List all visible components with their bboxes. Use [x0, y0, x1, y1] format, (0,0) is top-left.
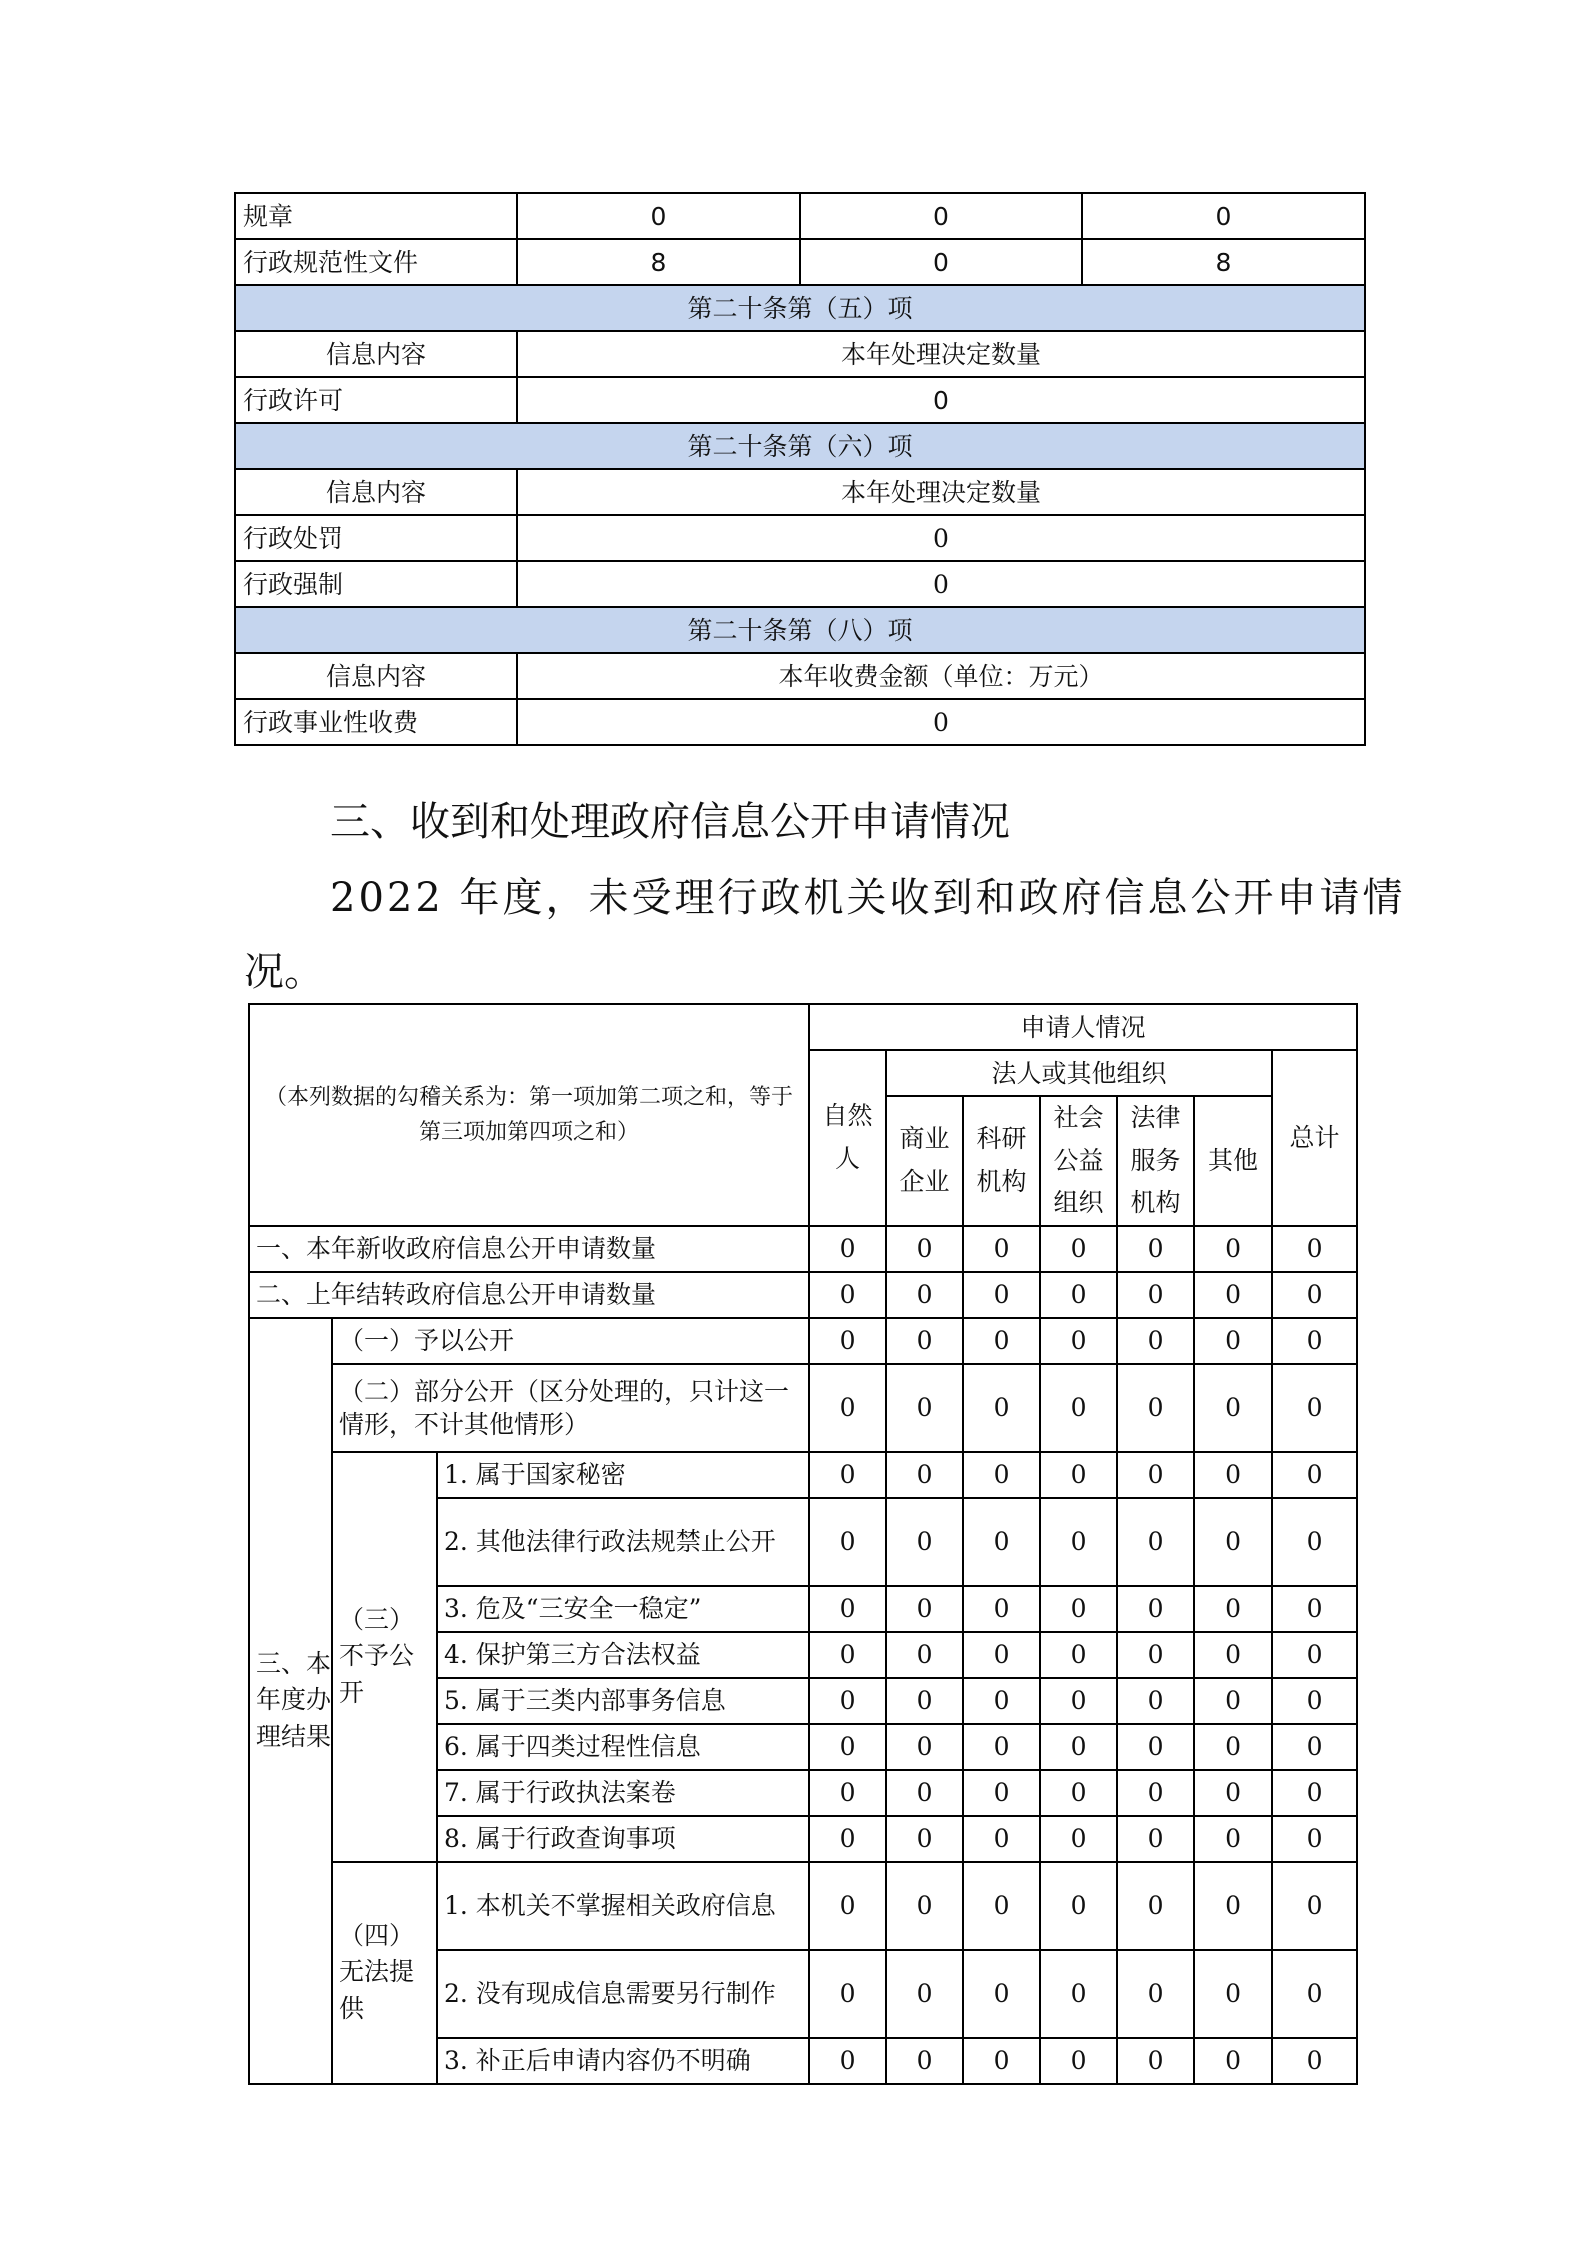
column-header: 本年处理决定数量 [517, 331, 1365, 377]
cell-value: 0 [800, 193, 1082, 239]
cell-value: 0 [1040, 1862, 1117, 1950]
column-header-row [235, 469, 1365, 515]
cell-value: 0 [1272, 1272, 1357, 1318]
row-label: 行政许可 [235, 377, 517, 423]
applicant-header: 申请人情况 [809, 1004, 1357, 1050]
row-label: 4. 保护第三方合法权益 [437, 1632, 809, 1678]
cell-value: 0 [1117, 1452, 1194, 1498]
cell-value: 0 [1040, 1498, 1117, 1586]
cell-value: 0 [963, 1678, 1040, 1724]
legal-entity-header: 法人或其他组织 [886, 1050, 1272, 1096]
cell-value: 0 [1040, 1770, 1117, 1816]
row-label: 3. 补正后申请内容仍不明确 [437, 2038, 809, 2084]
cell-value: 0 [1272, 1862, 1357, 1950]
cell-value: 0 [1040, 1816, 1117, 1862]
cell-value: 0 [886, 1862, 963, 1950]
column-header-row [235, 653, 1365, 699]
cell-value: 0 [1117, 1318, 1194, 1364]
administrative-actions-table [234, 192, 1366, 746]
cell-value: 0 [886, 1226, 963, 1272]
table-row [249, 1862, 1357, 1950]
paragraph-line: 2022 年度，未受理行政机关收到和政府信息公开申请情 [330, 875, 1406, 921]
column-header-other: 其他 [1194, 1096, 1272, 1226]
cell-value: 0 [1040, 1586, 1117, 1632]
cell-value: 0 [1117, 1272, 1194, 1318]
cell-value: 0 [886, 1586, 963, 1632]
cell-value: 0 [1194, 1632, 1272, 1678]
cell-value: 0 [809, 1364, 886, 1452]
cell-value: 0 [1272, 1724, 1357, 1770]
cell-value: 0 [963, 1586, 1040, 1632]
section-title: 第二十条第（六）项 [235, 423, 1365, 469]
cell-value: 0 [1117, 1770, 1194, 1816]
cell-value: 0 [809, 2038, 886, 2084]
column-header-business: 商业 企业 [886, 1096, 963, 1226]
cell-value: 0 [1194, 1678, 1272, 1724]
cell-value: 0 [809, 1498, 886, 1586]
column-header: 本年收费金额（单位：万元） [517, 653, 1365, 699]
cell-value: 0 [886, 1678, 963, 1724]
cell-value: 0 [1194, 1272, 1272, 1318]
paragraph-line: 况。 [244, 949, 324, 995]
cell-value: 0 [517, 515, 1365, 561]
cell-value: 0 [809, 1586, 886, 1632]
cell-value: 0 [809, 1950, 886, 2038]
table-row [249, 1318, 1357, 1364]
cell-value: 0 [809, 1318, 886, 1364]
cell-value: 0 [1194, 1452, 1272, 1498]
cell-value: 0 [809, 1724, 886, 1770]
row-label: 一、本年新收政府信息公开申请数量 [249, 1226, 809, 1272]
cell-value: 8 [517, 239, 800, 285]
column-header: 信息内容 [235, 653, 517, 699]
row-label: 行政强制 [235, 561, 517, 607]
cell-value: 0 [517, 193, 800, 239]
cell-value: 0 [1272, 1950, 1357, 2038]
row-label: （一）予以公开 [332, 1318, 809, 1364]
cell-value: 0 [886, 1632, 963, 1678]
cell-value: 0 [517, 699, 1365, 745]
row-label: 6. 属于四类过程性信息 [437, 1724, 809, 1770]
cell-value: 0 [809, 1226, 886, 1272]
row-label: 规章 [235, 193, 517, 239]
cell-value: 0 [1117, 2038, 1194, 2084]
cell-value: 0 [809, 1452, 886, 1498]
cell-value: 0 [1040, 1724, 1117, 1770]
cell-value: 0 [809, 1862, 886, 1950]
cell-value: 0 [1194, 1498, 1272, 1586]
cell-value: 0 [1117, 1586, 1194, 1632]
cell-value: 0 [517, 377, 1365, 423]
row-label: 1. 属于国家秘密 [437, 1452, 809, 1498]
cell-value: 0 [886, 1724, 963, 1770]
cell-value: 0 [1117, 1632, 1194, 1678]
row-label: 7. 属于行政执法案卷 [437, 1770, 809, 1816]
cell-value: 0 [1040, 1452, 1117, 1498]
cell-value: 0 [963, 2038, 1040, 2084]
cell-value: 0 [1272, 1586, 1357, 1632]
table-row [249, 1364, 1357, 1452]
cell-value: 0 [1272, 1632, 1357, 1678]
cell-value: 0 [1272, 1452, 1357, 1498]
cell-value: 0 [1117, 1364, 1194, 1452]
column-header-legal-service: 法律 服务 机构 [1117, 1096, 1194, 1226]
cell-value: 0 [1272, 1226, 1357, 1272]
cell-value: 0 [1194, 1950, 1272, 2038]
cell-value: 0 [1117, 1862, 1194, 1950]
cell-value: 0 [809, 1272, 886, 1318]
cell-value: 0 [1272, 1498, 1357, 1586]
cell-value: 0 [809, 1632, 886, 1678]
cell-value: 0 [1117, 1498, 1194, 1586]
cell-value: 0 [1040, 1226, 1117, 1272]
group-label-cannot-provide: （四）无法提供 [332, 1862, 437, 2084]
column-header: 信息内容 [235, 331, 517, 377]
section-title: 第二十条第（八）项 [235, 607, 1365, 653]
column-header-public-welfare: 社会 公益 组织 [1040, 1096, 1117, 1226]
cell-value: 0 [1272, 1678, 1357, 1724]
table-row [235, 377, 1365, 423]
cell-value: 0 [1194, 1586, 1272, 1632]
cell-value: 0 [1040, 1678, 1117, 1724]
cell-value: 0 [1117, 1950, 1194, 2038]
cell-value: 0 [1117, 1724, 1194, 1770]
cell-value: 0 [886, 1816, 963, 1862]
row-label: （二）部分公开（区分处理的，只计这一情形，不计其他情形） [332, 1364, 809, 1452]
cell-value: 0 [1040, 1632, 1117, 1678]
cell-value: 0 [963, 1226, 1040, 1272]
cell-value: 0 [1194, 1770, 1272, 1816]
cell-value: 0 [886, 1272, 963, 1318]
row-label: 行政处罚 [235, 515, 517, 561]
cell-value: 0 [886, 2038, 963, 2084]
row-label: 行政事业性收费 [235, 699, 517, 745]
cell-value: 0 [963, 1498, 1040, 1586]
table-row [235, 239, 1365, 285]
cell-value: 0 [886, 1498, 963, 1586]
section-title: 第二十条第（五）项 [235, 285, 1365, 331]
cell-value: 0 [963, 1272, 1040, 1318]
cell-value: 0 [1272, 2038, 1357, 2084]
column-header: 本年处理决定数量 [517, 469, 1365, 515]
cell-value: 0 [809, 1678, 886, 1724]
cell-value: 0 [886, 1318, 963, 1364]
cell-value: 0 [809, 1816, 886, 1862]
cell-value: 0 [963, 1862, 1040, 1950]
cell-value: 0 [800, 239, 1082, 285]
row-label: 2. 没有现成信息需要另行制作 [437, 1950, 809, 2038]
row-label: 二、上年结转政府信息公开申请数量 [249, 1272, 809, 1318]
section-header-row [235, 607, 1365, 653]
cell-value: 0 [1082, 193, 1365, 239]
cell-value: 0 [1194, 1862, 1272, 1950]
table-row [249, 1226, 1357, 1272]
column-header-row [235, 331, 1365, 377]
cell-value: 0 [1040, 1272, 1117, 1318]
table-row [235, 699, 1365, 745]
cell-value: 0 [1117, 1226, 1194, 1272]
cell-value: 0 [963, 1318, 1040, 1364]
cell-value: 8 [1082, 239, 1365, 285]
cell-value: 0 [1194, 1226, 1272, 1272]
cell-value: 0 [1194, 1724, 1272, 1770]
row-label: 8. 属于行政查询事项 [437, 1816, 809, 1862]
table-row [235, 561, 1365, 607]
cell-value: 0 [1040, 1950, 1117, 2038]
column-header-research: 科研 机构 [963, 1096, 1040, 1226]
cell-value: 0 [1194, 1816, 1272, 1862]
cell-value: 0 [1040, 2038, 1117, 2084]
group-label-not-disclosed: （三）不予公开 [332, 1452, 437, 1862]
column-header: 信息内容 [235, 469, 517, 515]
cell-value: 0 [886, 1950, 963, 2038]
cell-value: 0 [886, 1364, 963, 1452]
cell-value: 0 [963, 1452, 1040, 1498]
table-row [235, 193, 1365, 239]
column-header-total: 总计 [1272, 1050, 1357, 1226]
cell-value: 0 [963, 1770, 1040, 1816]
cell-value: 0 [963, 1724, 1040, 1770]
cell-value: 0 [886, 1452, 963, 1498]
cell-value: 0 [1040, 1318, 1117, 1364]
column-header-natural-person: 自然 人 [809, 1050, 886, 1226]
cell-value: 0 [1194, 2038, 1272, 2084]
cell-value: 0 [809, 1770, 886, 1816]
section-heading: 三、收到和处理政府信息公开申请情况 [330, 799, 1010, 845]
cell-value: 0 [963, 1950, 1040, 2038]
row-label: 2. 其他法律行政法规禁止公开 [437, 1498, 809, 1586]
cell-value: 0 [1194, 1364, 1272, 1452]
group-label-results: 三、本年度办理结果 [249, 1318, 332, 2084]
row-label: 1. 本机关不掌握相关政府信息 [437, 1862, 809, 1950]
table-row [249, 1272, 1357, 1318]
table-row [235, 515, 1365, 561]
information-disclosure-requests-table [248, 1003, 1358, 2085]
cell-value: 0 [963, 1816, 1040, 1862]
section-header-row [235, 285, 1365, 331]
cell-value: 0 [1117, 1816, 1194, 1862]
cell-value: 0 [963, 1632, 1040, 1678]
cell-value: 0 [1117, 1678, 1194, 1724]
section-header-row [235, 423, 1365, 469]
cell-value: 0 [1272, 1364, 1357, 1452]
cell-value: 0 [517, 561, 1365, 607]
cell-value: 0 [1040, 1364, 1117, 1452]
cell-value: 0 [963, 1364, 1040, 1452]
row-label: 5. 属于三类内部事务信息 [437, 1678, 809, 1724]
row-label: 3. 危及“三安全一稳定” [437, 1586, 809, 1632]
cell-value: 0 [1272, 1816, 1357, 1862]
cell-value: 0 [1272, 1318, 1357, 1364]
reconciliation-note: （本列数据的勾稽关系为：第一项加第二项之和，等于第三项加第四项之和） [249, 1004, 809, 1226]
row-label: 行政规范性文件 [235, 239, 517, 285]
cell-value: 0 [1194, 1318, 1272, 1364]
table-row [249, 1452, 1357, 1498]
cell-value: 0 [1272, 1770, 1357, 1816]
cell-value: 0 [886, 1770, 963, 1816]
